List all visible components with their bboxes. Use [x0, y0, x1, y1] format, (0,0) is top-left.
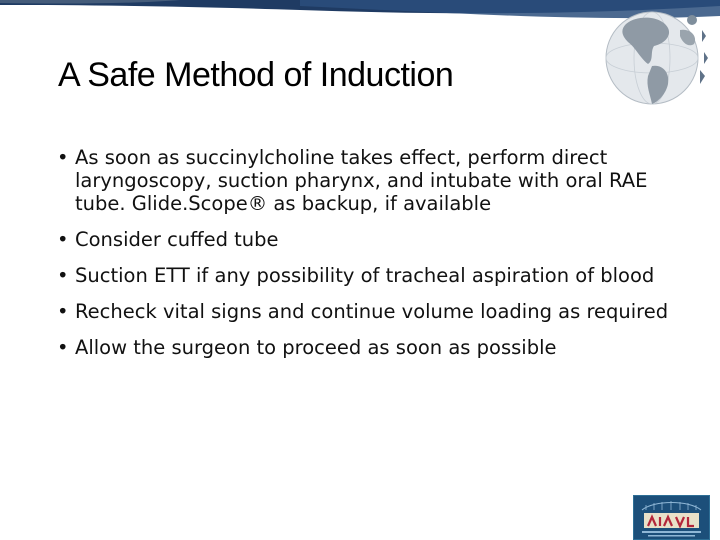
- bullet-item: [57, 300, 687, 323]
- bullet-item: [57, 264, 687, 287]
- slide-title: A Safe Method of Induction: [58, 56, 454, 94]
- globe-icon: [580, 0, 720, 120]
- bullet-dot: •: [57, 146, 69, 169]
- bullet-dot: •: [57, 264, 69, 287]
- bullet-dot: •: [57, 336, 69, 359]
- bullet-text: As soon as succinylcholine takes effect, perform direct laryngoscopy, suction pharynx, and intubate with oral RAE tube. Glide.Scope® as backup, if available: [75, 146, 648, 215]
- bullet-text: Consider cuffed tube: [75, 228, 279, 251]
- organization-logo: [633, 495, 710, 540]
- bullet-text: Allow the surgeon to proceed as soon as possible: [75, 336, 557, 359]
- bullet-list: [57, 146, 687, 372]
- bullet-dot: •: [57, 228, 69, 251]
- bullet-text: Recheck vital signs and continue volume loading as required: [75, 300, 669, 323]
- logo-emblem-icon: [634, 496, 709, 539]
- bullet-item: [57, 228, 687, 251]
- bullet-dot: •: [57, 300, 69, 323]
- bullet-text: Suction ETT if any possibility of tracheal aspiration of blood: [75, 264, 655, 287]
- bullet-item: [57, 146, 687, 215]
- bullet-item: [57, 336, 687, 359]
